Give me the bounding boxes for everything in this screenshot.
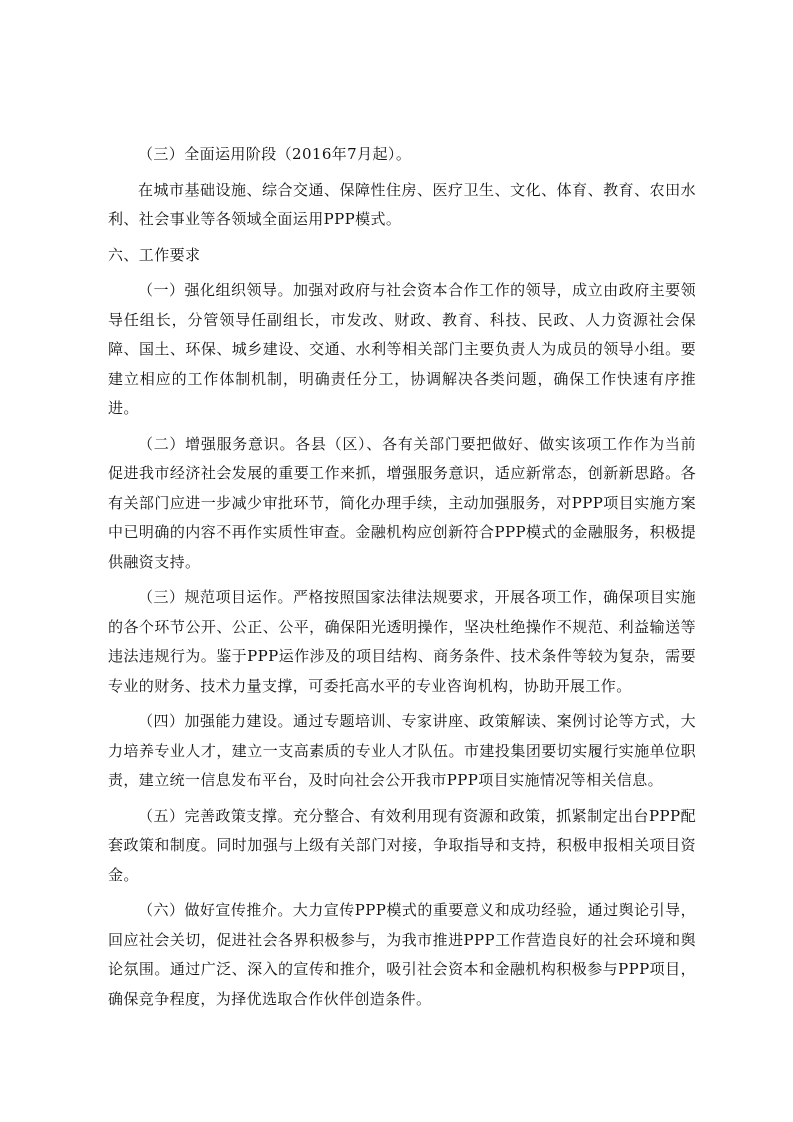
document-body (108, 140, 696, 1020)
requirement-paragraph-4: （四）加强能力建设。通过专题培训、专家讲座、政策解读、案例讨论等方式，大力培养专业人才，建立一支高素质的专业人才队伍。市建投集团要切实履行实施单位职责，建立统一信息发布平台，及时向社会公开我市PPP项目实施情况等相关信息。 (108, 712, 696, 789)
phase-three-paragraph: 在城市基础设施、综合交通、保障性住房、医疗卫生、文化、体育、教育、农田水利、社会事业等各领域全面运用PPP模式。 (108, 180, 696, 228)
requirement-paragraph-3: （三）规范项目运作。严格按照国家法律法规要求，开展各项工作，确保项目实施的各个环节公开、公正、公平，确保阳光透明操作，坚决杜绝操作不规范、利益输送等违法违规行为。鉴于PPP运作涉及的项目结构、商务条件、技术条件等较为复杂，需要专业的财务、技术力量支撑，可委托高水平的专业咨询机构，协助开展工作。 (108, 588, 696, 695)
section-heading-work-requirements: 六、工作要求 (108, 245, 201, 264)
requirement-paragraph-5: （五）完善政策支撑。充分整合、有效利用现有资源和政策，抓紧制定出台PPP配套政策和制度。同时加强与上级有关部门对接，争取指导和支持，积极申报相关项目资金。 (108, 806, 696, 884)
requirement-paragraph-2: （二）增强服务意识。各县（区）、各有关部门要把做好、做实该项工作作为当前促进我市经济社会发展的重要工作来抓，增强服务意识，适应新常态，创新新思路。各有关部门应进一步减少审批环节，简化办理手续，主动加强服务，对PPP项目实施方案中已明确的内容不再作实质性审查。金融机构应创新符合PPP模式的金融服务，积极提供融资支持。 (108, 434, 696, 571)
section-heading-phase-three: （三）全面运用阶段（2016年7月起）。 (138, 145, 412, 163)
requirement-paragraph-6: （六）做好宣传推介。大力宣传PPP模式的重要意义和成功经验，通过舆论引导，回应社会关切，促进社会各界积极参与，为我市推进PPP工作营造良好的社会环境和舆论氛围。通过广泛、深入的宣传和推介，吸引社会资本和金融机构积极参与PPP项目，确保竞争程度，为择优选取合作伙伴创造条件。 (108, 901, 696, 1008)
requirement-paragraph-1: （一）强化组织领导。加强对政府与社会资本合作工作的领导，成立由政府主要领导任组长，分管领导任副组长，市发改、财政、教育、科技、民政、人力资源社会保障、国土、环保、城乡建设、交通、水利等相关部门主要负责人为成员的领导小组。要建立相应的工作体制机制，明确责任分工，协调解决各类问题，确保工作快速有序推进。 (108, 281, 696, 417)
